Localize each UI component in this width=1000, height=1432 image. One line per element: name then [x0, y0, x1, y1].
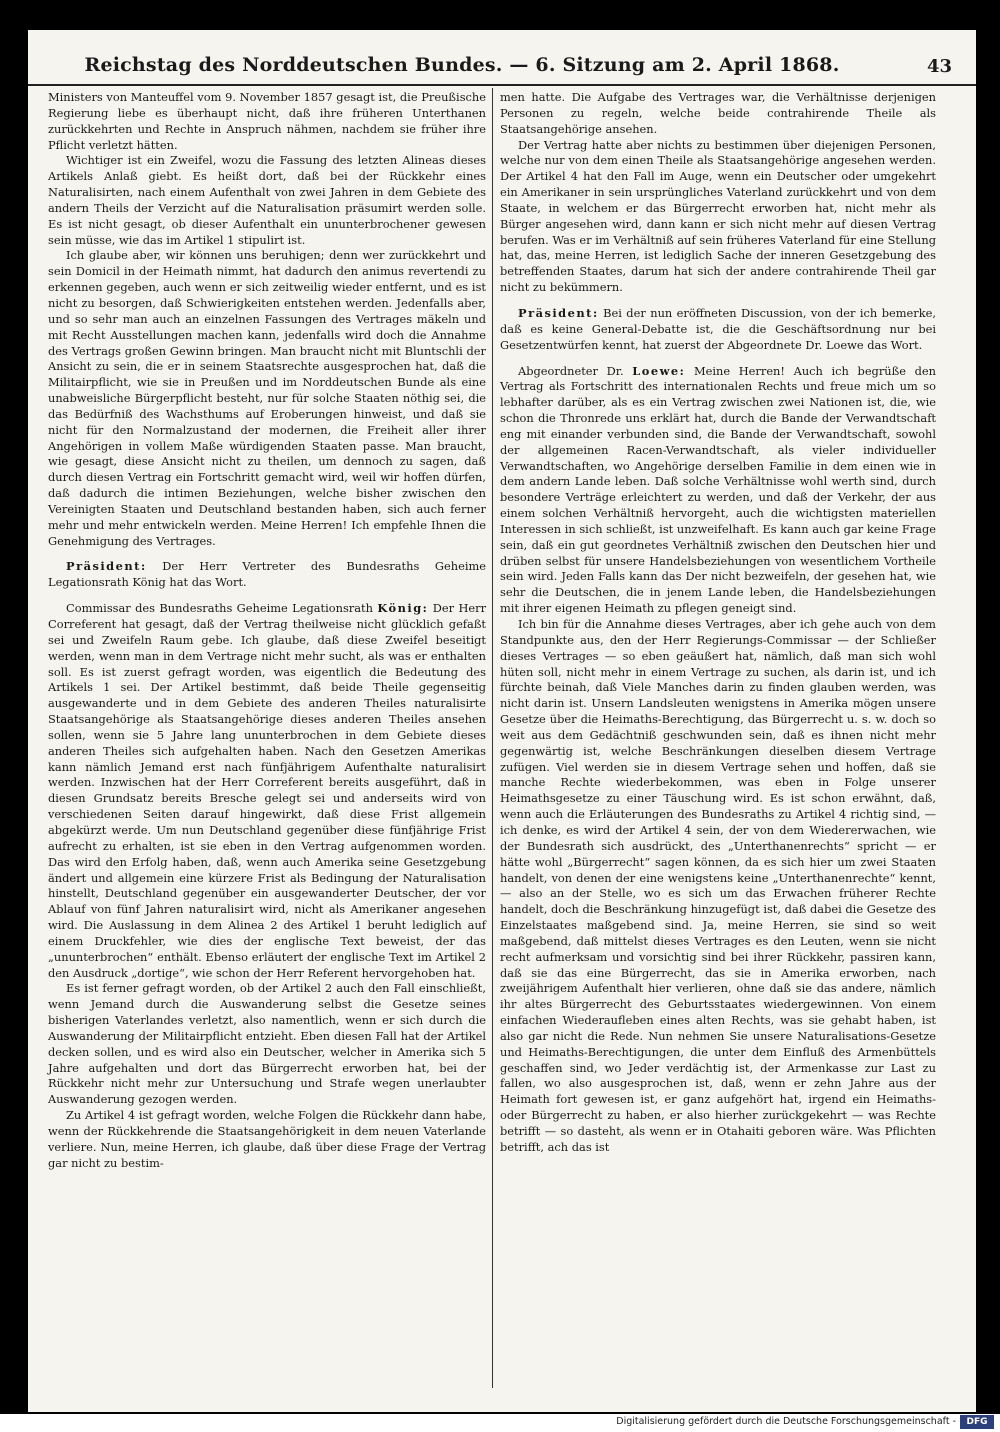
paragraph: Der Vertrag hatte aber nichts zu bestimmen über diejenigen Personen, welche nur von dem einen Theile als Staatsangehörige angesehen werden. Der Artikel 4 hat den Fall im Auge, wenn ein Deutscher oder umgekehrt ein Amerikaner in sein ursprüngliches Vaterland zurückkehrt und von dem Staate, in welchem er das Bürgerrecht erworben hat, nicht mehr als Bürger angesehen wird, dann kann er sich nicht mehr auf diesen Vertrag berufen. Was er im Verhältniß auf sein früheres Vaterland für eine Stellung hat, das, meine Herren, ist lediglich Sache der inneren Gesetzgebung des betreffenden Staates, darum hat sich der andere contrahirende Theil gar nicht zu bekümmern. — [500, 137, 936, 295]
speaker-name: Präsident: — [518, 305, 599, 320]
speaker-intro: Commissar des Bundesraths Geheime Legationsrath — [66, 601, 373, 616]
speaker-name: König: — [377, 601, 429, 616]
page-header — [28, 50, 976, 86]
paragraph: Zu Artikel 4 ist gefragt worden, welche Folgen die Rückkehr dann habe, wenn der Rückkehrende die Staatsangehörigkeit in dem neuen Vaterlande verliere. Nun, meine Herren, ich glaube, daß über diese Frage der Vertrag gar nicht zu bestim- — [48, 1108, 486, 1170]
speech-text: Der Herr Vertreter des Bundesraths Geheime Legationsrath König hat das Wort. — [48, 559, 487, 590]
speech-text: Meine Herren! Auch ich begrüße den Vertrag als Fortschritt des internationalen Rechts und freue mich um so lebhafter darüber, als es ein Vertrag zwischen zwei Nationen ist, die, wie schon die Thronrede uns erklärt hat, durch die Bande der Verwandtschaft eng mit einander verbunden sind, die Bande der Verwandtschaft, sowohl der allgemeinen Racen-Verwandtschaft, als vieler individueller Verwandtschaften, wo Angehörige derselben Familie in dem einen wie in dem andern Lande leben. Daß solche Verhältnisse wohl werth sind, durch besondere Verträge erleichtert zu werden, und daß der Verkehr, der aus einem solchen Verhältniß hervorgeht, auch die wichtigsten materiellen Interessen in sich schließt, ist unzweifelhaft. Es kann auch gar keine Frage sein, daß ein gut geordnetes Verhältniß zwischen den Deutschen hier und drüben selbst für unsere Handelsbeziehungen von wesentlichem Vortheile sein wird. Jeden Falls kann das Der nicht bezweifeln, der gesehen hat, wie sehr die Deutschen, die in jenem Lande leben, die Handelsbeziehungen mit ihrer eigenen Heimath zu pflegen geneigt sind. — [500, 363, 936, 616]
paragraph: Es ist ferner gefragt worden, ob der Artikel 2 auch den Fall einschließt, wenn Jemand durch die Auswanderung selbst die Gesetze seines bisherigen Vaterlandes verletzt, also namentlich, wenn er sich durch die Auswanderung der Militairpflicht entzieht. Eben diesen Fall hat der Artikel decken sollen, und es wird also ein Deutscher, welcher in Amerika sich 5 Jahre aufgehalten und dort das Bürgerrecht erworben hat, bei der Rückkehr nicht mehr zur Untersuchung und Strafe wegen unerlaubter Auswanderung gezogen werden. — [48, 981, 486, 1107]
speech-text: Der Herr Correferent hat gesagt, daß der Vertrag theilweise nicht glücklich gefaßt sei und Zweifeln Raum gebe. Ich glaube, daß diese Zweifel beseitigt werden, wenn man in dem Vertrage nicht mehr sucht, als was er enthalten soll. Es ist zuerst gefragt worden, was eigentlich die Bedeutung des Artikels 1 sei. Der Artikel bestimmt, daß beide Theile gegenseitig ausgewanderte und in dem Gebiete des anderen Theiles naturalisirte Staatsangehörige als Staatsangehörige dieses anderen Theiles ansehen sollen, wenn sie 5 Jahre lang ununterbrochen in dem Gebiete dieses anderen Theiles sich aufgehalten haben. Nach den Gesetzen Amerikas kann nämlich Jemand erst nach fünfjährigem Aufenthalte naturalisirt werden. Inzwischen hat der Herr Correferent bereits ausgeführt, daß in diesen Grundsatz bereits Bresche gelegt sei und anderseits wird von verschiedenen Seiten darauf hingewirkt, daß diese Frist allgemein abgekürzt werde. Um nun Deutschland gegenüber diese fünfjährige Frist aufrecht zu erhalten, ist sie eben in den Vertrag aufgenommen worden. Das wird den Erfolg haben, daß, wenn auch Amerika seine Gesetzgebung ändert und allgemein eine kürzere Frist als Bedingung der Naturalisation hinstellt, Deutschland gegenüber ein ausgewanderter Deutscher, der vor Ablauf von fünf Jahren naturalisirt wird, nicht als Amerikaner angesehen wird. Die Auslassung in dem Alinea 2 des Artikel 1 beruht lediglich auf einem Druckfehler, wie dies der englische Text beweist, der das „ununterbrochen“ enthält. Ebenso erläutert der englische Text im Artikel 2 den Ausdruck „dortige“, wie schon der Herr Referent hervorgehoben hat. — [48, 601, 487, 980]
right-column — [500, 90, 936, 1156]
paragraph: men hatte. Die Aufgabe des Vertrages war, die Verhältnisse derjenigen Personen zu regeln, welche beide contrahirende Theile als Staatsangehörige ansehen. — [500, 90, 936, 136]
speaker-name: Präsident: — [66, 559, 147, 574]
speech-paragraph — [48, 601, 486, 981]
footer-bar — [0, 1414, 1000, 1432]
paragraph: Ministers von Manteuffel vom 9. November 1857 gesagt ist, die Preußische Regierung liebe es überhaupt nicht, daß ihre früheren Unterthanen zurückkehrten und Rechte in Anspruch nähmen, nachdem sie früher ihre Pflicht verletzt hätten. — [48, 90, 486, 152]
newspaper-page — [28, 30, 976, 1412]
dfg-logo: DFG — [960, 1415, 994, 1429]
page-number: 43 — [926, 56, 952, 77]
speaker-name: Loewe: — [632, 363, 686, 378]
running-title: Reichstag des Norddeutschen Bundes. — 6. Sitzung am 2. April 1868. — [84, 54, 840, 76]
paragraph: Ich glaube aber, wir können uns beruhigen; denn wer zurückkehrt und sein Domicil in der Heimath nimmt, hat dadurch den animus revertendi zu erkennen gegeben, auch wenn er sich zeitweilig wieder entfernt, und es ist nicht zu besorgen, daß Schwierigkeiten entstehen werden. Jedenfalls aber, und so sehr man auch an einzelnen Fassungen des Vertrages mäkeln und mit Recht Ausstellungen machen kann, jedenfalls wird doch die Annahme des Vertrags großen Gewinn bringen. Man braucht nicht mit Bluntschli der Ansicht zu sein, die er in seinem Staatsrechte ausgesprochen hat, daß die Militairpflicht, wie sie in Preußen und im Norddeutschen Bunde als eine unabweisliche Bürgerpflicht besteht, nur für solche Staaten nöthig sei, die das Bedürfniß des Wachsthums auf Eroberungen hinweist, und daß sie nicht für den Normalzustand der modernen, die Freiheit aller ihrer Angehörigen in vollem Maße würdigenden Staaten passe. Man braucht, wie gesagt, diese Ansicht nicht zu theilen, um dennoch zu sagen, daß durch diesen Vertrag ein Fortschritt gemacht wird, weil wir hoffen dürfen, daß dadurch die intimen Beziehungen, welche bisher zwischen den Vereinigten Staaten und Deutschland bestanden haben, sich auch ferner mehr und mehr entwickeln werden. Meine Herren! Ich empfehle Ihnen die Genehmigung des Vertrages. — [48, 248, 486, 548]
digitization-credit: Digitalisierung gefördert durch die Deutsche Forschungsgemeinschaft - — [616, 1416, 956, 1427]
paragraph: Wichtiger ist ein Zweifel, wozu die Fassung des letzten Alineas dieses Artikels Anlaß giebt. Es heißt dort, daß bei der Rückkehr eines Naturalisirten, nach einem Aufenthalt von zwei Jahren in dem Gebiete des andern Theils der Verzicht auf die Naturalisation präsumirt werden solle. Es ist nicht gesagt, ob dieser Aufenthalt ein ununterbrochener gewesen sein müsse, wie das im Artikel 1 stipulirt ist. — [48, 153, 486, 247]
speech-paragraph — [500, 364, 936, 618]
column-divider — [492, 88, 493, 1388]
speech-paragraph — [48, 559, 486, 591]
paragraph: Ich bin für die Annahme dieses Vertrages, aber ich gehe auch von dem Standpunkte aus, den der Herr Regierungs-Commissar — der Schließer dieses Vertrages — so eben geäußert hat, nämlich, daß man sich wohl hüten soll, nicht mehr in einem Vertrage zu suchen, als darin ist, und ich fürchte beinah, daß Viele Manches darin zu finden glauben werden, was nicht darin ist. Unsern Landsleuten wenigstens in Amerika mögen unsere Gesetze über die Heimaths-Berechtigung, das Bürgerrecht u. s. w. doch so weit aus dem Gedächtniß geschwunden sein, daß es ihnen nicht mehr gegenwärtig ist, welche Beschränkungen dieselben diesem Vertrage zufügen. Viel werden sie in diesem Vertrage sehen und hoffen, daß sie manche Rechte wiederbekommen, was eben in Folge unserer Heimathsgesetze zu einer Täuschung wird. Es ist schon erwähnt, daß, wenn auch die Erläuterungen des Bundesraths zu Artikel 4 richtig sind, — ich denke, es wird der Artikel 4 sein, der von dem Wiedererwachen, wie der Bundesrath sich ausdrückt, des „Unterthanenrechts“ spricht — er hätte wohl „Bürgerrecht“ sagen können, da es sich hier um zwei Staaten handelt, von denen der eine wenigstens keine „Unterthanenrechte“ kennt, — also an der Stelle, wo es sich um das Erwachen früherer Rechte handelt, doch die Beschränkung hinzugefügt ist, daß dabei die Gesetze des Einzelstaates maßgebend sind. Ja, meine Herren, sie sind so weit maßgebend, daß mittelst dieses Vertrages es den Leuten, wenn sie nicht recht aufmerksam und vorsichtig sind bei ihrer Rückkehr, passiren kann, daß sie das eine Bürgerrecht, das sie in Amerika erworben, nach zweijährigem Aufenthalt hier verlieren, ohne daß sie das andere, nämlich ihr altes Bürgerrecht des Geburtsstaates wiedergewinnen. Von einem einfachen Wiederaufleben eines alten Rechts, was sie gehabt haben, ist also gar nicht die Rede. Nun nehmen Sie unsere Naturalisations-Gesetze und Heimaths-Berechtigungen, die unter dem Einfluß des Armenbüttels geschaffen sind, wo Jeder verdächtig ist, der Armenkasse zur Last zu fallen, wo also ausgesprochen ist, daß, wenn er zehn Jahre aus der Heimath fort gewesen ist, er ganz aufgehört hat, irgend ein Heimaths- oder Bürgerrecht zu haben, er also hierher zurückgekehrt — was Rechte betrifft — so dasteht, als wenn er in Otahaiti geboren wäre. Was Pflichten betrifft, ach das ist — [500, 617, 936, 1154]
speech-text: Bei der nun eröffneten Discussion, von der ich bemerke, daß es keine General-Debatte ist, die die Geschäftsordnung nur bei Gesetzentwürfen kennt, hat zuerst der Abgeordnete Dr. Loewe das Wort. — [500, 305, 936, 352]
speech-paragraph — [500, 306, 936, 354]
speaker-intro: Abgeordneter Dr. — [518, 363, 624, 378]
left-column — [48, 90, 486, 1172]
